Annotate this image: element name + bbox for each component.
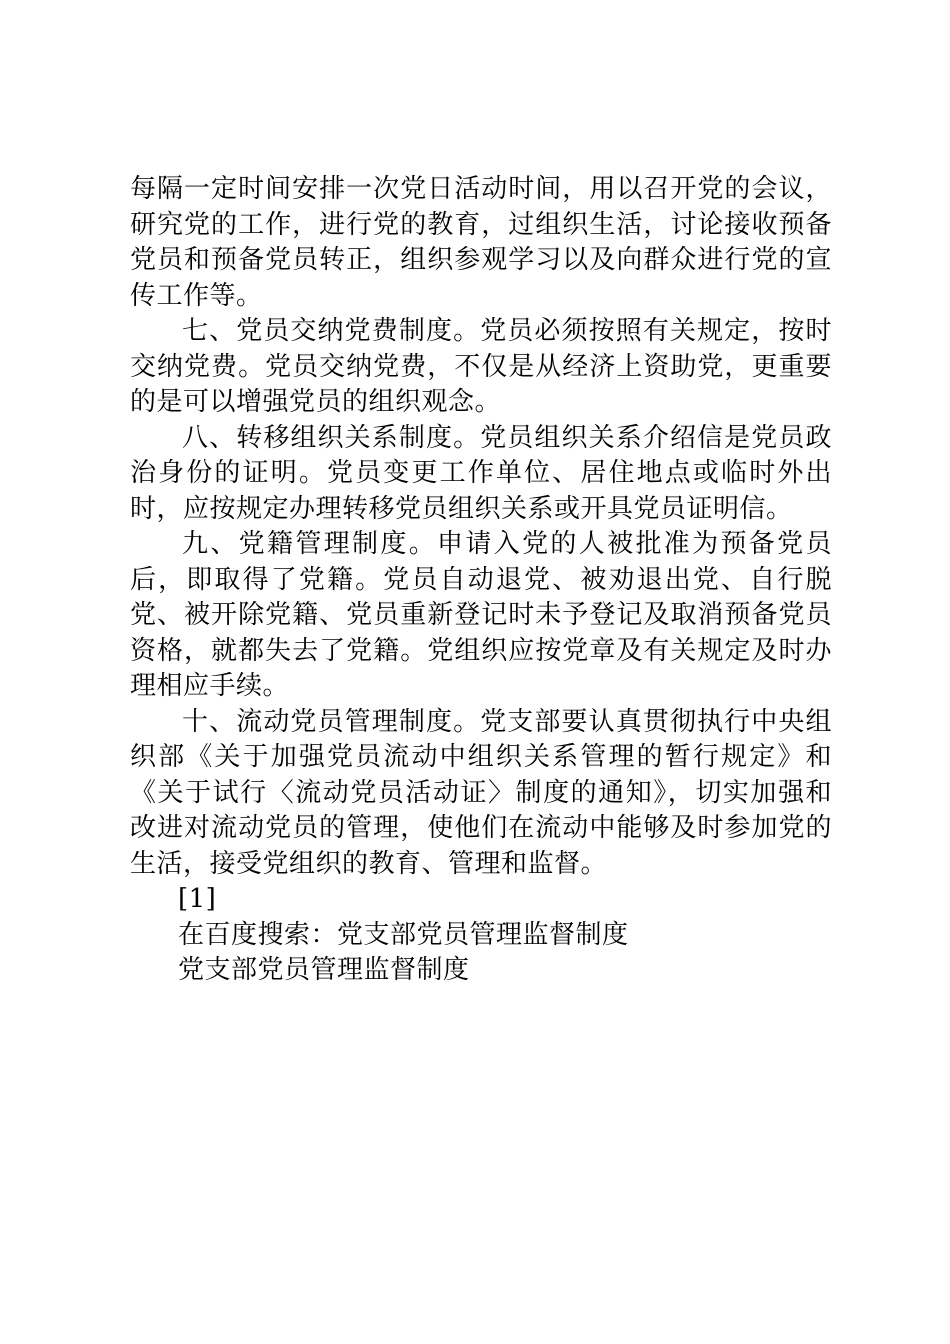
paragraph-item-9: 九、党籍管理制度。申请入党的人被批准为预备党员后，即取得了党籍。党员自动退党、被劝退出党、自行脱党、被开除党籍、党员重新登记时未予登记及取消预备党员资格，就都失去了党籍。党组织应按党章及有关规定及时办理相应手续。: [130, 529, 832, 701]
document-body: [130, 172, 832, 989]
search-line: 在百度搜索：党支部党员管理监督制度: [178, 919, 629, 950]
footnote-marker: [1]: [178, 884, 217, 914]
paragraph-item-10: 十、流动党员管理制度。党支部要认真贯彻执行中央组织部《关于加强党员流动中组织关系管理的暂行规定》和《关于试行〈流动党员活动证〉制度的通知》，切实加强和改进对流动党员的管理，使他们在流动中能够及时参加党的生活，接受党组织的教育、管理和监督。: [130, 706, 832, 879]
title-line: 党支部党员管理监督制度: [178, 955, 470, 985]
paragraph-continuation: 每隔一定时间安排一次党日活动时间，用以召开党的会议，研究党的工作，进行党的教育，过组织生活，讨论接收预备党员和预备党员转正，组织参观学习以及向群众进行党的宣传工作等。: [130, 174, 832, 311]
paragraph-item-8: 八、转移组织关系制度。党员组织关系介绍信是党员政治身份的证明。党员变更工作单位、居住地点或临时外出时，应按规定办理转移党员组织关系或开具党员证明信。: [130, 422, 832, 524]
paragraph-item-7: 七、党员交纳党费制度。党员必须按照有关规定，按时交纳党费。党员交纳党费，不仅是从经济上资助党，更重要的是可以增强党员的组织观念。: [130, 316, 832, 417]
